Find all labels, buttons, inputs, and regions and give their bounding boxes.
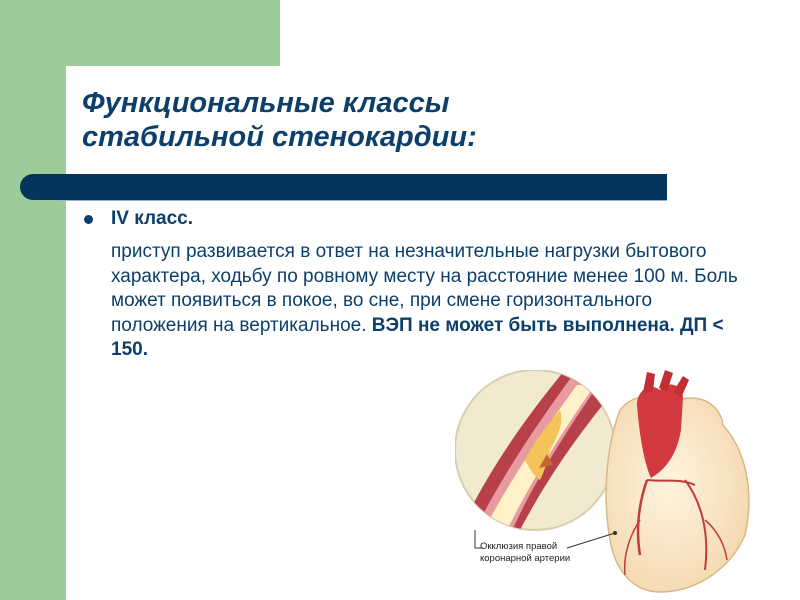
artery-cross-section-icon [455, 370, 615, 540]
body-plain-text: приступ развивается в ответ на незначительные нагрузки бытового характера, ходьбу по ровному месту на расстояние менее 100 м. Боль может появиться в покое, во сне, при смене горизонтального положения на вертикальное. [111, 241, 738, 336]
top-green-band [66, 0, 280, 66]
left-green-band [0, 0, 66, 600]
heart-icon [606, 370, 749, 592]
bullet-heading: IV класс. [111, 208, 194, 229]
title-line-1: Функциональные классы [82, 87, 450, 119]
body-paragraph [111, 240, 751, 363]
title-divider-bar [20, 174, 667, 200]
heart-artery-illustration [455, 370, 800, 600]
bullet-icon [84, 215, 93, 224]
body-bold-text: ВЭП не может быть выполнена. ДП < 150. [111, 314, 724, 360]
illustration-caption [480, 541, 570, 565]
caption-line-2: коронарной артерии [480, 553, 571, 564]
title-line-2: стабильной стенокардии: [82, 121, 477, 153]
slide-title [82, 86, 477, 154]
caption-line-1: Окклюзия правой [480, 541, 558, 552]
